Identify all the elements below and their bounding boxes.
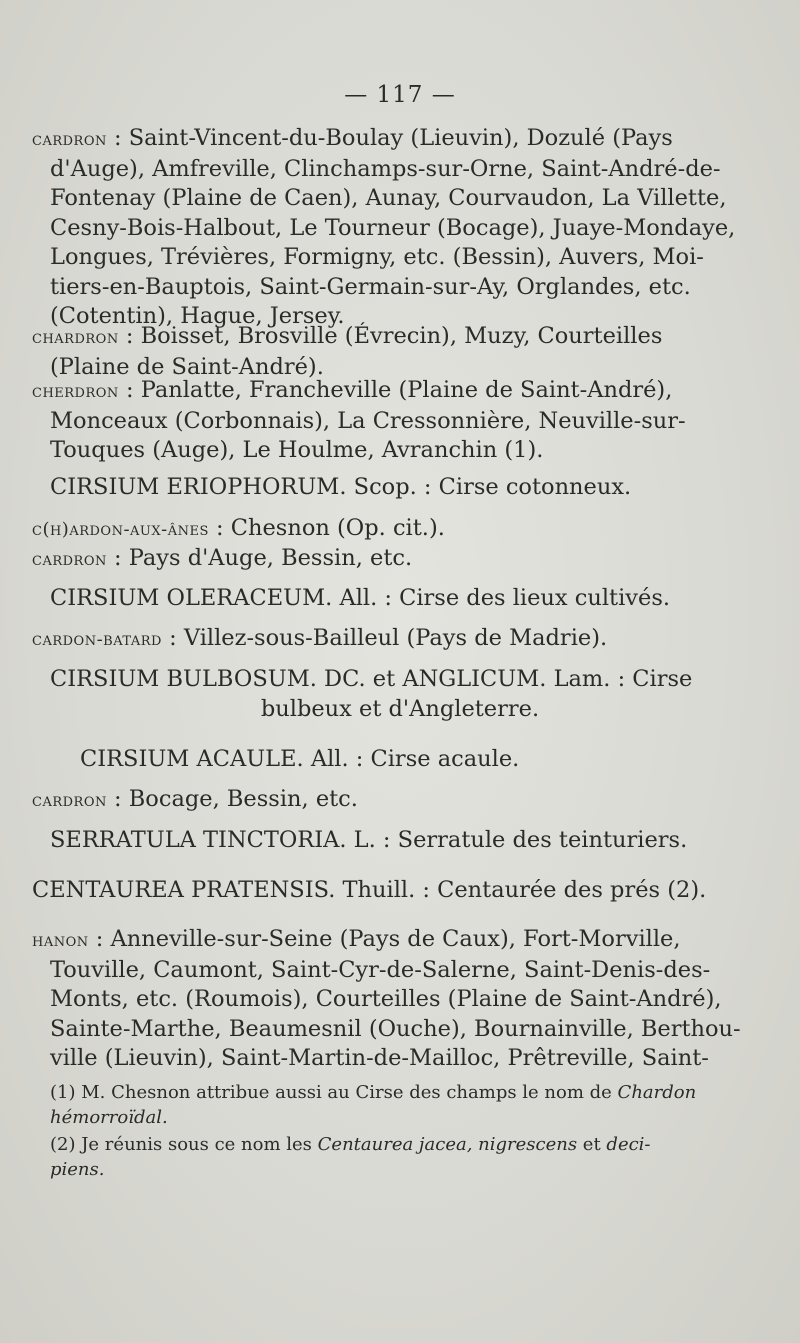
footnote-italic: Chardon bbox=[617, 1082, 697, 1103]
entry-text: Longues, Trévières, Formigny, etc. (Bessin), Auvers, Moi- bbox=[50, 244, 704, 270]
footnote-text: et bbox=[577, 1134, 607, 1155]
footnote-text: (1) M. Chesnon attribue aussi au Cirse des champs le nom de bbox=[50, 1082, 618, 1103]
footnote-text: (2) Je réunis sous ce nom les bbox=[50, 1134, 318, 1155]
entry-text: (Cotentin), Hague, Jersey. bbox=[50, 303, 345, 329]
entry-text: Cesny-Bois-Halbout, Le Tourneur (Bocage), Juaye-Mondaye, bbox=[50, 214, 736, 241]
vernacular-name: c(h)ardon-aux-ânes bbox=[32, 519, 209, 540]
entry-text: : Pays d'Auge, Bessin, etc. bbox=[106, 545, 413, 571]
footnote-italic: hémorroïdal. bbox=[50, 1107, 168, 1128]
vernacular-entry bbox=[32, 544, 762, 575]
species-heading-continued: bulbeux et d'Angleterre. bbox=[260, 696, 540, 722]
entry-text: Monts, etc. (Roumois), Courteilles (Plaine de Saint-André), bbox=[50, 986, 722, 1012]
vernacular-name: hanon bbox=[32, 930, 89, 951]
vernacular-entry bbox=[32, 322, 762, 382]
entry-text: : Bocage, Bessin, etc. bbox=[106, 786, 358, 812]
vernacular-name: cardon-batard bbox=[32, 629, 162, 650]
footnote-italic: Centaurea jacea, nigrescens bbox=[317, 1134, 578, 1155]
species-heading: CIRSIUM ERIOPHORUM. Scop. : Cirse cotonneux. bbox=[50, 474, 632, 500]
vernacular-entry bbox=[32, 514, 762, 545]
entry-text: Fontenay (Plaine de Caen), Aunay, Courvaudon, La Villette, bbox=[50, 185, 727, 211]
footnote-2 bbox=[50, 1132, 770, 1182]
species-heading: CIRSIUM OLERACEUM. All. : Cirse des lieux cultivés. bbox=[50, 585, 671, 611]
entry-text: : Saint-Vincent-du-Boulay (Lieuvin), Dozulé (Pays bbox=[106, 125, 673, 151]
species-heading: CENTAUREA PRATENSIS. Thuill. : Centaurée des prés (2). bbox=[32, 877, 707, 903]
vernacular-name: cardron bbox=[32, 790, 107, 811]
vernacular-entry bbox=[32, 376, 762, 466]
entry-text: (Plaine de Saint-André). bbox=[50, 353, 324, 380]
entry-text: : Panlatte, Francheville (Plaine de Saint-André), bbox=[118, 377, 673, 403]
vernacular-entry bbox=[32, 124, 762, 332]
page-number: — 117 — bbox=[344, 82, 456, 108]
entry-text: d'Auge), Amfreville, Clinchamps-sur-Orne, Saint-André-de- bbox=[50, 155, 721, 182]
species-heading: CIRSIUM ACAULE. All. : Cirse acaule. bbox=[80, 746, 520, 772]
vernacular-name: cardron bbox=[32, 549, 107, 570]
footnote-italic: piens. bbox=[50, 1159, 105, 1180]
vernacular-entry bbox=[32, 624, 762, 655]
footnote-1 bbox=[50, 1080, 770, 1130]
entry-text: Sainte-Marthe, Beaumesnil (Ouche), Bournainville, Berthou- bbox=[50, 1015, 741, 1042]
vernacular-name: cherdron bbox=[32, 381, 119, 402]
entry-text: Touques (Auge), Le Houlme, Avranchin (1). bbox=[50, 437, 544, 463]
vernacular-entry bbox=[32, 925, 762, 1074]
entry-text: Touville, Caumont, Saint-Cyr-de-Salerne, Saint-Denis-des- bbox=[50, 956, 711, 983]
vernacular-name: cardron bbox=[32, 129, 107, 150]
entry-text: : Boisset, Brosville (Évrecin), Muzy, Courteilles bbox=[118, 323, 663, 349]
vernacular-name: chardron bbox=[32, 327, 119, 348]
entry-text: : Anneville-sur-Seine (Pays de Caux), Fort-Morville, bbox=[88, 926, 681, 952]
footnote-italic: deci- bbox=[606, 1134, 651, 1155]
vernacular-entry bbox=[32, 785, 762, 816]
entry-text: Monceaux (Corbonnais), La Cressonnière, Neuville-sur- bbox=[50, 407, 686, 434]
entry-text: tiers-en-Bauptois, Saint-Germain-sur-Ay, Orglandes, etc. bbox=[50, 273, 691, 300]
entry-text: : Villez-sous-Bailleul (Pays de Madrie). bbox=[161, 625, 608, 651]
species-heading: CIRSIUM BULBOSUM. DC. et ANGLICUM. Lam. : Cirse bbox=[50, 666, 693, 692]
species-heading: SERRATULA TINCTORIA. L. : Serratule des teinturiers. bbox=[50, 827, 688, 853]
entry-text: : Chesnon (Op. cit.). bbox=[208, 515, 445, 541]
entry-text: ville (Lieuvin), Saint-Martin-de-Mailloc, Prêtreville, Saint- bbox=[50, 1045, 709, 1071]
